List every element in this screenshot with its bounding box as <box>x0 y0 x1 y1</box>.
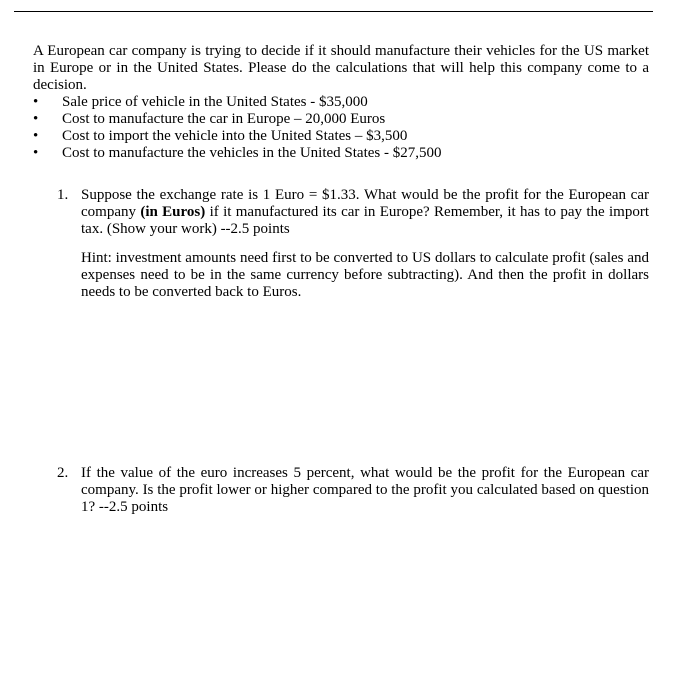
question-number: 1. <box>57 187 69 203</box>
list-item <box>33 94 649 111</box>
question-2 <box>33 465 649 516</box>
bullet-icon: • <box>33 128 39 144</box>
question-text-continued: if it manufactured its car in Europe? Remember, it has to pay the import tax. (Show your work) --2.5 points <box>81 204 650 237</box>
question-text: Suppose the exchange rate is 1 Euro = $1.33. What would be the profit for the European car company <box>81 187 649 220</box>
list-item <box>33 145 649 162</box>
list-item-text: Cost to manufacture the car in Europe – 20,000 Euros <box>62 111 386 127</box>
document-body <box>33 43 649 516</box>
hint-paragraph: Hint: investment amounts need first to be converted to US dollars to calculate profit (sales and expenses need to be in the same currency before subtracting). And then the profit in dollars needs to be converted back to Euros. <box>81 250 649 300</box>
question-emphasis: (in Euros) <box>140 204 206 220</box>
list-item <box>33 111 649 128</box>
question-1 <box>33 187 649 238</box>
list-item-text: Cost to manufacture the vehicles in the United States - $27,500 <box>62 145 442 161</box>
bullet-icon: • <box>33 111 39 127</box>
list-item <box>33 128 649 145</box>
bullet-icon: • <box>33 94 39 110</box>
top-divider <box>14 11 653 12</box>
cost-list <box>33 94 649 162</box>
question-text: If the value of the euro increases 5 percent, what would be the profit for the European car company. Is the profit lower or higher compared to the profit you calculated based on question 1? --2.5 points <box>81 465 649 515</box>
question-number: 2. <box>57 465 69 481</box>
intro-paragraph: A European car company is trying to decide if it should manufacture their vehicles for the US market in Europe or in the United States. Please do the calculations that will help this company come to a decision. <box>33 43 649 93</box>
list-item-text: Cost to import the vehicle into the United States – $3,500 <box>62 128 408 144</box>
bullet-icon: • <box>33 145 39 161</box>
list-item-text: Sale price of vehicle in the United States - $35,000 <box>62 94 368 110</box>
